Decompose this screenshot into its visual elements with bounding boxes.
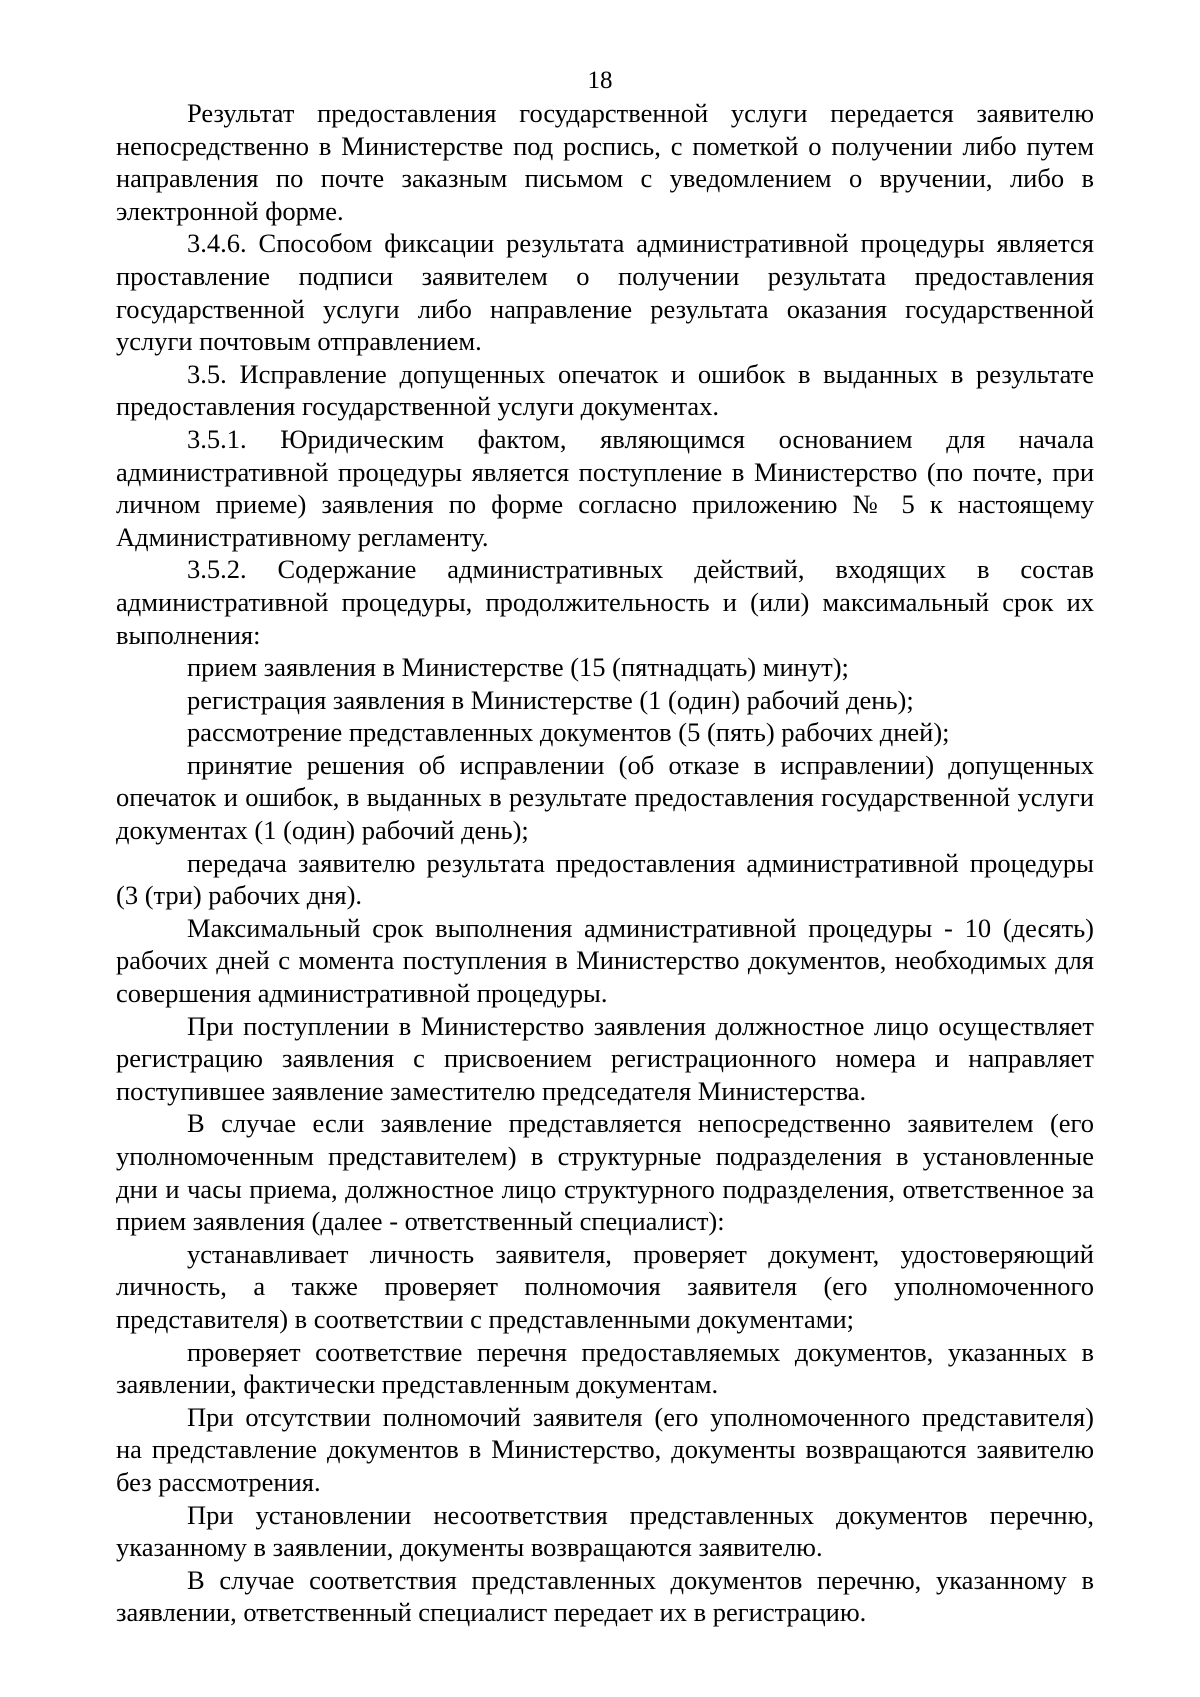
paragraph-mismatch: При установлении несоответствия представленных документов перечню, указанному в заявлении, документы возвращаются заявителю. [116, 1499, 1094, 1563]
list-item-registration: регистрация заявления в Министерстве (1 (один) рабочий день); [187, 684, 914, 715]
paragraph-match: В случае соответствия представленных документов перечню, указанному в заявлении, ответственный специалист передает их в регистрацию. [116, 1564, 1094, 1628]
paragraph-direct-submission: В случае если заявление представляется непосредственно заявителем (его уполномоченным представителем) в структурные подразделения в установленные дни и часы приема, должностное лицо структурного подразделения, ответственное за прием заявления (далее - ответственный специалист): [116, 1108, 1094, 1237]
page-number: 18 [587, 67, 613, 94]
paragraph-3-5: 3.5. Исправление допущенных опечаток и ошибок в выданных в результате предоставления государственной услуги документах. [116, 358, 1094, 422]
paragraph-no-authority: При отсутствии полномочий заявителя (его уполномоченного представителя) на представление документов в Министерство, документы возвращаются заявителю без рассмотрения. [116, 1401, 1094, 1497]
list-item-decision: принятие решения об исправлении (об отказе в исправлении) допущенных опечаток и ошибок, в выданных в результате предоставления государственной услуги документах (1 (один) рабочий день); [116, 749, 1094, 846]
list-item-transfer: передача заявителю результата предоставления административной процедуры (3 (три) рабочих дня). [116, 847, 1094, 911]
paragraph-result-delivery: Результат предоставления государственной услуги передается заявителю непосредственно в Министерстве под роспись, с пометкой о получении либо путем направления по почте заказным письмом с уведомлением о вручении, либо в электронной форме. [116, 98, 1094, 226]
list-item-review: рассмотрение представленных документов (5 (пять) рабочих дней); [187, 717, 950, 748]
paragraph-max-term: Максимальный срок выполнения административной процедуры - 10 (десять) рабочих дней с момента поступления в Министерство документов, необходимых для совершения административной процедуры. [116, 912, 1094, 1009]
list-item-documents-check: проверяет соответствие перечня предоставляемых документов, указанных в заявлении, фактически представленным документам. [116, 1336, 1094, 1400]
document-body [116, 97, 1094, 1629]
paragraph-3-5-1: 3.5.1. Юридическим фактом, являющимся основанием для начала административной процедуры является поступление в Министерство (по почте, при личном приеме) заявления по форме согласно приложению № 5 к настоящему Административному регламенту. [116, 423, 1094, 552]
list-item-application-receipt: прием заявления в Министерстве (15 (пятнадцать) минут); [187, 652, 849, 683]
paragraph-3-4-6: 3.4.6. Способом фиксации результата административной процедуры является проставление подписи заявителем о получении результата предоставления государственной услуги либо направление результата оказания государственной услуги почтовым отправлением. [116, 228, 1094, 357]
paragraph-3-5-2: 3.5.2. Содержание административных действий, входящих в состав административной процедуры, продолжительность и (или) максимальный срок их выполнения: [116, 554, 1094, 650]
paragraph-registration-procedure: При поступлении в Министерство заявления должностное лицо осуществляет регистрацию заявления с присвоением регистрационного номера и направляет поступившее заявление заместителю председателя Министерства. [116, 1010, 1094, 1106]
list-item-identity-check: устанавливает личность заявителя, проверяет документ, удостоверяющий личность, а также проверяет полномочия заявителя (его уполномоченного представителя) в соответствии с представленными документами; [116, 1238, 1094, 1334]
